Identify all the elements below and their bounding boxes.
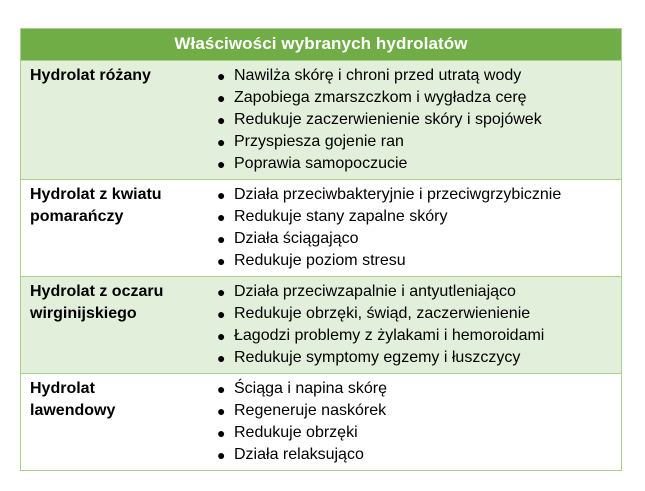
bullet-icon: ● (217, 381, 226, 397)
row-header-cell: Hydrolat różany (30, 67, 151, 84)
table-row (21, 180, 621, 277)
list-item-text: Działa relaksująco (234, 446, 364, 463)
list-item (217, 87, 615, 109)
table-row (21, 374, 621, 470)
list-item (217, 65, 615, 87)
bullet-icon: ● (217, 350, 226, 366)
row-header-cell: Hydrolat z oczaru wirginijskiego (30, 283, 164, 322)
bullet-icon: ● (217, 306, 226, 322)
list-item (217, 378, 615, 400)
list-item-text: Działa przeciwzapalnie i antyutleniająco (234, 283, 516, 300)
list-item-text: Nawilża skórę i chroni przed utratą wody (234, 67, 522, 84)
list-item-text: Redukuje symptomy egzemy i łuszczycy (234, 349, 521, 366)
bullet-icon: ● (217, 425, 226, 441)
list-item (217, 303, 615, 325)
list-item (217, 400, 615, 422)
list-item-text: Redukuje zaczerwienienie skóry i spojówek (234, 111, 542, 128)
list-item-text: Redukuje stany zapalne skóry (234, 208, 448, 225)
list-item-text: Ściąga i napina skórę (234, 380, 387, 397)
list-item (217, 422, 615, 444)
list-item-text: Redukuje poziom stresu (234, 252, 406, 269)
list-item-text: Redukuje obrzęki, świąd, zaczerwienienie (234, 305, 531, 322)
list-item-text: Poprawia samopoczucie (234, 155, 408, 172)
list-item-text: Działa przeciwbakteryjnie i przeciwgrzybicznie (234, 186, 562, 203)
list-item-text: Przyspiesza gojenie ran (234, 133, 404, 150)
bullet-icon: ● (217, 187, 226, 203)
bullet-icon: ● (217, 253, 226, 269)
bullet-icon: ● (217, 447, 226, 463)
hydrolates-table (20, 28, 622, 471)
list-item (217, 184, 615, 206)
bullet-icon: ● (217, 112, 226, 128)
list-item-text: Działa ściągająco (234, 230, 359, 247)
bullet-icon: ● (217, 284, 226, 300)
table-row (21, 61, 621, 180)
list-item (217, 131, 615, 153)
row-header-cell: Hydrolat z kwiatu pomarańczy (30, 186, 162, 225)
list-item (217, 444, 615, 466)
list-item (217, 206, 615, 228)
list-item (217, 228, 615, 250)
bullet-icon: ● (217, 156, 226, 172)
list-item (217, 325, 615, 347)
properties-list (211, 61, 621, 179)
list-item (217, 281, 615, 303)
list-item (217, 153, 615, 175)
properties-list (211, 180, 621, 276)
bullet-icon: ● (217, 134, 226, 150)
bullet-icon: ● (217, 68, 226, 84)
list-item (217, 347, 615, 369)
list-item-text: Regeneruje naskórek (234, 402, 387, 419)
list-item-text: Redukuje obrzęki (234, 424, 358, 441)
properties-list (211, 277, 621, 373)
table-title: Właściwości wybranych hydrolatów (21, 29, 621, 61)
list-item (217, 109, 615, 131)
list-item (217, 250, 615, 272)
bullet-icon: ● (217, 90, 226, 106)
list-item-text: Zapobiega zmarszczkom i wygładza cerę (234, 89, 527, 106)
bullet-icon: ● (217, 403, 226, 419)
bullet-icon: ● (217, 328, 226, 344)
bullet-icon: ● (217, 209, 226, 225)
list-item-text: Łagodzi problemy z żylakami i hemoroidami (234, 327, 545, 344)
row-header-cell: Hydrolat lawendowy (30, 380, 116, 419)
bullet-icon: ● (217, 231, 226, 247)
table-row (21, 277, 621, 374)
properties-list (211, 374, 621, 470)
